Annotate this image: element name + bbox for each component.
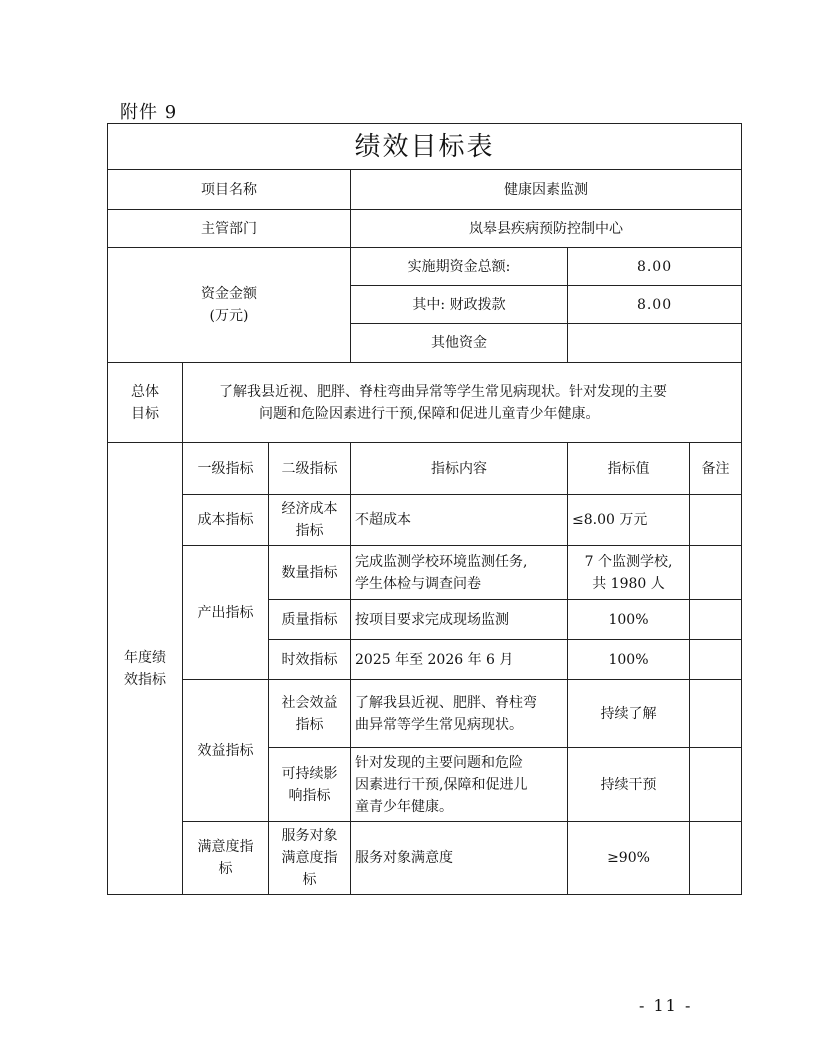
output-quantity-note [690,546,742,600]
header-value: 指标值 [568,443,690,495]
satisfaction-indicator-label: 满意度指 标 [183,822,269,895]
annual-indicators-label: 年度绩 效指标 [108,443,183,895]
funds-fiscal-value: 8.00 [568,286,742,324]
satisfaction-content: 服务对象满意度 [351,822,568,895]
cost-value: ≤8.00 万元 [568,495,690,546]
header-level2: 二级指标 [269,443,351,495]
project-name-label: 项目名称 [108,170,351,210]
header-note: 备注 [690,443,742,495]
benefit-social-content: 了解我县近视、肥胖、脊柱弯 曲异常等学生常见病现状。 [351,680,568,748]
benefit-social-level2: 社会效益 指标 [269,680,351,748]
satisfaction-value: ≥90% [568,822,690,895]
page-number: - 11 - [639,996,693,1015]
output-quality-value: 100% [568,600,690,640]
header-content: 指标内容 [351,443,568,495]
benefit-sustainable-content: 针对发现的主要问题和危险 因素进行干预,保障和促进儿 童青少年健康。 [351,748,568,822]
benefit-indicator-label: 效益指标 [183,680,269,822]
output-quality-level2: 质量指标 [269,600,351,640]
attachment-label: 附件 9 [120,102,178,123]
project-name-value: 健康因素监测 [351,170,742,210]
funds-fiscal-label: 其中: 财政拨款 [351,286,568,324]
satisfaction-note [690,822,742,895]
overall-goal-text: 了解我县近视、肥胖、脊柱弯曲异常等学生常见病现状。针对发现的主要 问题和危险因素进行干预,保障和促进儿童青少年健康。 [183,363,742,443]
output-quantity-value: 7 个监测学校, 共 1980 人 [568,546,690,600]
benefit-social-value: 持续了解 [568,680,690,748]
funds-total-label: 实施期资金总额: [351,248,568,286]
performance-target-table [107,123,742,895]
output-quantity-content: 完成监测学校环境监测任务, 学生体检与调查问卷 [351,546,568,600]
cost-note [690,495,742,546]
cost-level2: 经济成本 指标 [269,495,351,546]
funds-total-value: 8.00 [568,248,742,286]
benefit-sustainable-note [690,748,742,822]
header-level1: 一级指标 [183,443,269,495]
funds-label: 资金金额 (万元) [108,248,351,363]
funds-other-value [568,324,742,363]
department-label: 主管部门 [108,210,351,248]
cost-indicator-label: 成本指标 [183,495,269,546]
output-timeliness-content: 2025 年至 2026 年 6 月 [351,640,568,680]
output-indicator-label: 产出指标 [183,546,269,680]
benefit-social-note [690,680,742,748]
department-value: 岚皋县疾病预防控制中心 [351,210,742,248]
benefit-sustainable-value: 持续干预 [568,748,690,822]
cost-content: 不超成本 [351,495,568,546]
output-quality-content: 按项目要求完成现场监测 [351,600,568,640]
output-timeliness-value: 100% [568,640,690,680]
overall-goal-label: 总体 目标 [108,363,183,443]
output-timeliness-note [690,640,742,680]
output-timeliness-level2: 时效指标 [269,640,351,680]
benefit-sustainable-level2: 可持续影 响指标 [269,748,351,822]
output-quantity-level2: 数量指标 [269,546,351,600]
output-quality-note [690,600,742,640]
funds-other-label: 其他资金 [351,324,568,363]
table-title: 绩效目标表 [108,124,742,170]
satisfaction-level2: 服务对象 满意度指 标 [269,822,351,895]
